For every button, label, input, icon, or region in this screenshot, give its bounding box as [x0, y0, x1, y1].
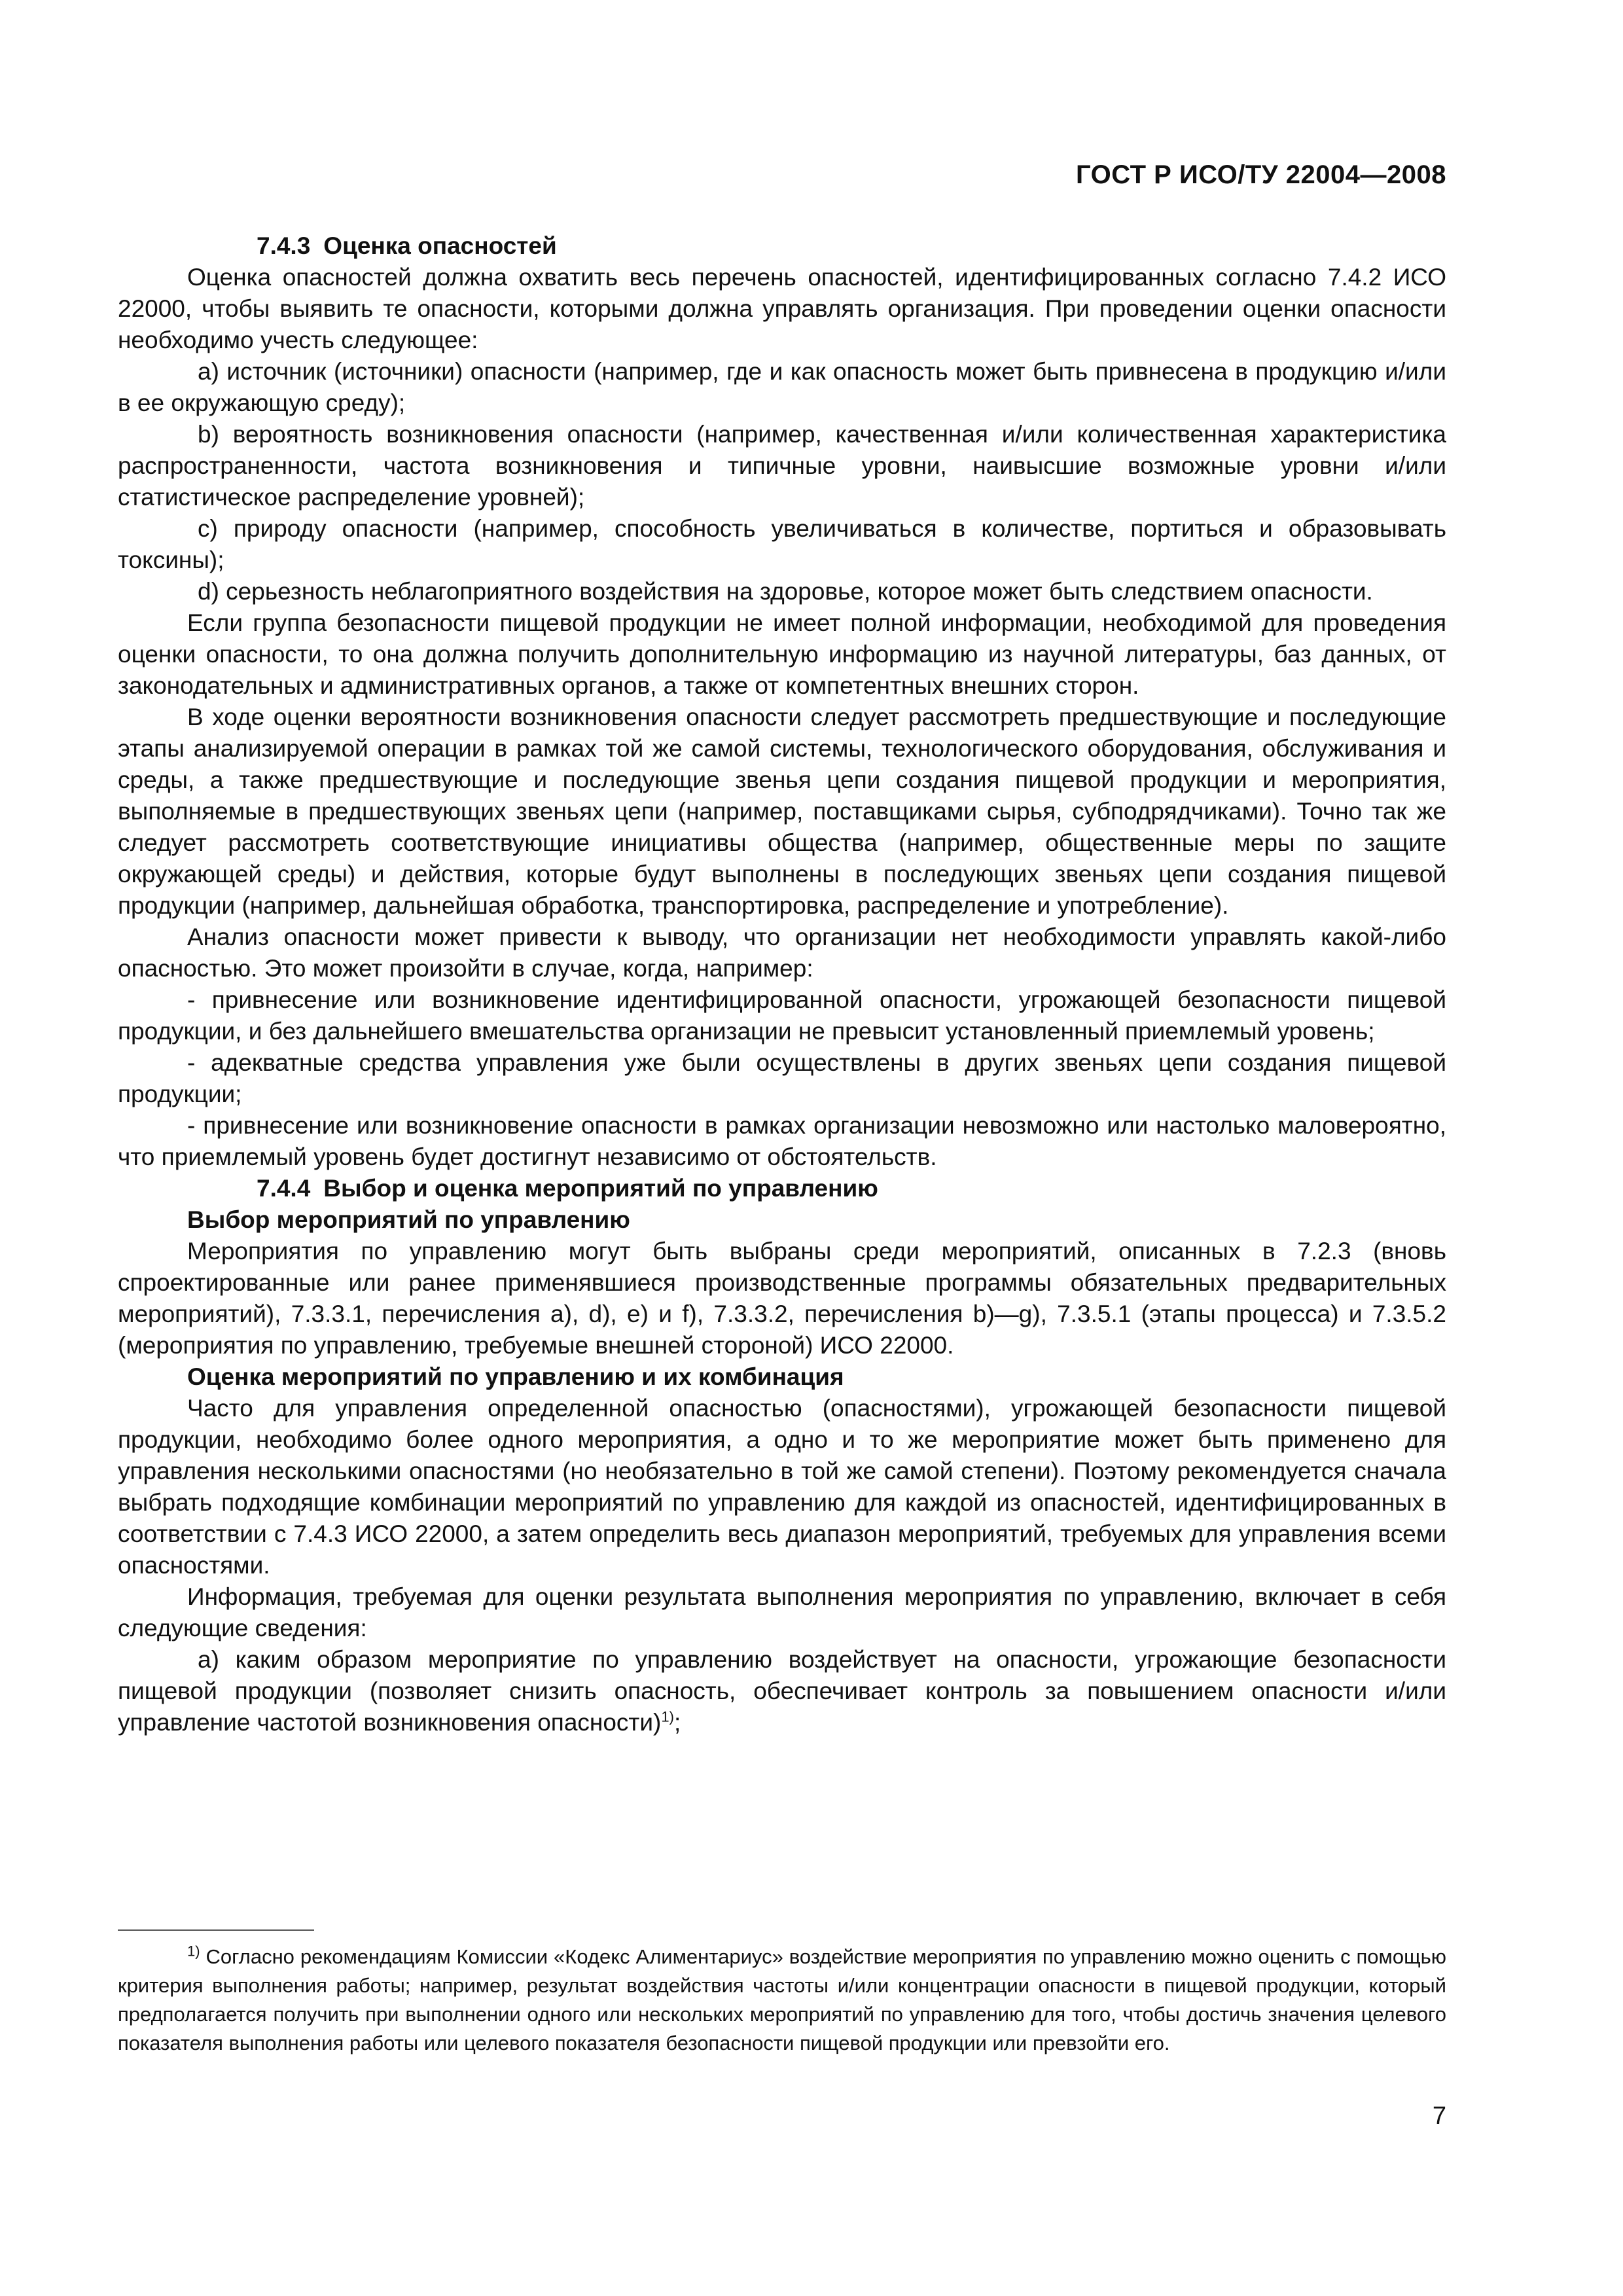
- list-item: d) серьезность неблагоприятного воздействия на здоровье, которое может быть следствием опасности.: [198, 578, 1373, 605]
- list-item-text: a) каким образом мероприятие по управлению воздействует на опасности, угрожающие безопасности пищевой продукции (позволяет снизить опасность, обеспечивает контроль за повышением опасности и/или управление частотой возникновения опасности): [118, 1646, 1446, 1736]
- paragraph: Анализ опасности может привести к выводу, что организации нет необходимости управлять какой-либо опасностью. Это может произойти в случае, когда, например:: [118, 924, 1446, 982]
- list-item: a) источник (источники) опасности (например, где и как опасность может быть привнесена в продукцию и/или в ее окружающую среду);: [118, 358, 1446, 416]
- list-item: c) природу опасности (например, способность увеличиваться в количестве, портиться и образовывать токсины);: [118, 515, 1446, 573]
- section-number: 7.4.3: [257, 232, 311, 259]
- list-item-end: ;: [673, 1709, 681, 1736]
- paragraph: Если группа безопасности пищевой продукции не имеет полной информации, необходимой для проведения оценки опасности, то она должна получить дополнительную информацию из научной литературы, баз данных, от законодательных и административных органов, а также от компетентных внешних сторон.: [118, 609, 1446, 699]
- section-743-heading: [118, 230, 1446, 262]
- footnote-text: [118, 1943, 1446, 2058]
- section-number: 7.4.4: [257, 1175, 311, 1202]
- list-item: b) вероятность возникновения опасности (например, качественная и/или количественная характеристика распространенности, частота возникновения и типичные уровни, наивысшие возможные уровни и/или статистическое распределение уровней);: [118, 421, 1446, 511]
- paragraph: Оценка опасностей должна охватить весь перечень опасностей, идентифицированных согласно 7.4.2 ИСО 22000, чтобы выявить те опасности, которыми должна управлять организация. При проведении оценки опасности необходимо учесть следующее:: [118, 264, 1446, 353]
- page-number: 7: [1432, 2102, 1446, 2130]
- paragraph: Часто для управления определенной опасностью (опасностями), угрожающей безопасности пищевой продукции, необходимо более одного мероприятия, а одно и то же мероприятие может быть применено для управления несколькими опасностями (но необязательно в той же самой степени). Поэтому рекомендуется сначала выбрать подходящие комбинации мероприятий по управлению для каждой из опасностей, идентифицированных в соответствии с 7.4.3 ИСО 22000, а затем определить весь диапазон мероприятий, требуемых для управления всеми опасностями.: [118, 1395, 1446, 1579]
- section-title: Оценка опасностей: [323, 232, 557, 259]
- dash-item: - привнесение или возникновение опасности в рамках организации невозможно или настолько маловероятно, что приемлемый уровень будет достигнут независимо от обстоятельств.: [118, 1112, 1446, 1170]
- section-title: Выбор и оценка мероприятий по управлению: [323, 1175, 878, 1202]
- footnote-marker: 1): [187, 1943, 200, 1960]
- main-content: [118, 230, 1446, 1738]
- list-item: [118, 1644, 1446, 1738]
- footnote-separator: [118, 1929, 314, 1931]
- paragraph: Информация, требуемая для оценки результата выполнения мероприятия по управлению, включает в себя следующие сведения:: [118, 1583, 1446, 1641]
- dash-item: - привнесение или возникновение идентифицированной опасности, угрожающей безопасности пищевой продукции, и без дальнейшего вмешательства организации не превысит установленный приемлемый уровень;: [118, 986, 1446, 1045]
- paragraph: В ходе оценки вероятности возникновения опасности следует рассмотреть предшествующие и последующие этапы анализируемой операции в рамках той же самой системы, технологического оборудования, обслуживания и среды, а также предшествующие и последующие звенья цепи создания пищевой продукции и мероприятия, выполняемые в предшествующих звеньях цепи (например, поставщиками сырья, субподрядчиками). Точно так же следует рассмотреть соответствующие инициативы общества (например, общественные меры по защите окружающей среды) и действия, которые будут выполнены в последующих звеньях цепи создания пищевой продукции (например, дальнейшая обработка, транспортировка, распределение и употребление).: [118, 704, 1446, 919]
- footnote-body: Согласно рекомендациям Комиссии «Кодекс Алиментариус» воздействие мероприятия по управлению можно оценить с помощью критерия выполнения работы; например, результат воздействия частоты и/или концентрации опасности в пищевой продукции, который предполагается получить при выполнении одного или нескольких мероприятий по управлению для того, чтобы достичь значения целевого показателя выполнения работы или целевого показателя безопасности пищевой продукции или превзойти его.: [118, 1945, 1447, 2054]
- paragraph: Мероприятия по управлению могут быть выбраны среди мероприятий, описанных в 7.2.3 (вновь спроектированные или ранее применявшиеся производственные программы обязательных предварительных мероприятий), 7.3.3.1, перечисления a), d), e) и f), 7.3.3.2, перечисления b)—g), 7.3.5.1 (этапы процесса) и 7.3.5.2 (мероприятия по управлению, требуемые внешней стороной) ИСО 22000.: [118, 1238, 1446, 1359]
- dash-item: - адекватные средства управления уже были осуществлены в других звеньях цепи создания пищевой продукции;: [118, 1049, 1446, 1107]
- subsection-heading: Оценка мероприятий по управлению и их комбинация: [187, 1363, 844, 1390]
- footnote-reference[interactable]: 1): [661, 1708, 674, 1725]
- subsection-heading: Выбор мероприятий по управлению: [187, 1206, 630, 1233]
- section-744-heading: [118, 1173, 1446, 1204]
- document-header: ГОСТ Р ИСО/ТУ 22004—2008: [1075, 160, 1446, 189]
- footnote: [118, 1943, 1446, 2058]
